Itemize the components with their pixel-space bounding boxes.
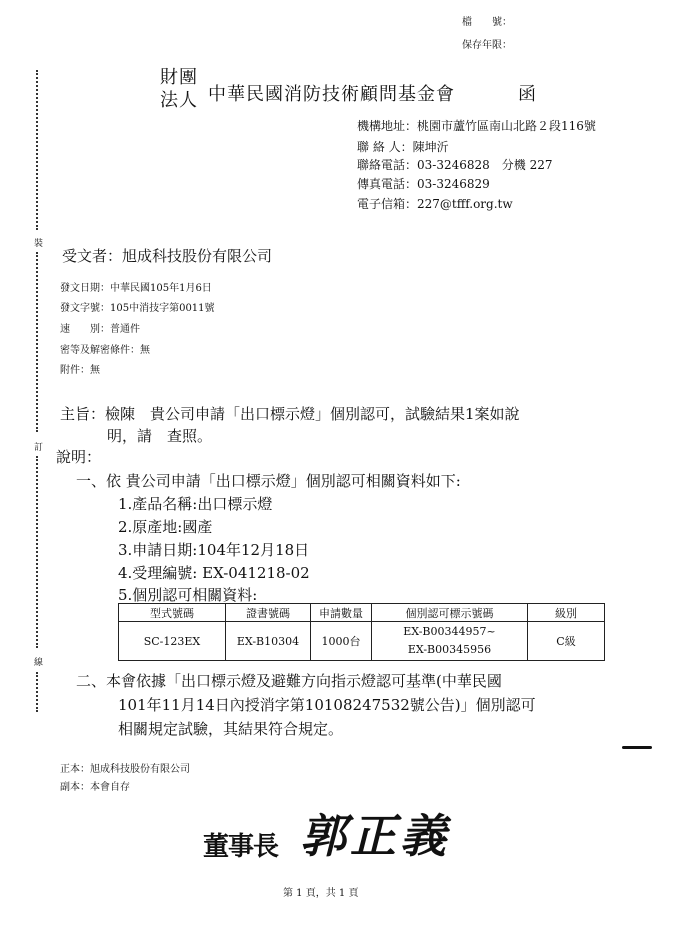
explanation-sub-4: 4.受理編號: EX-041218-02 — [118, 564, 310, 582]
doc-type: 函 — [518, 84, 537, 105]
binding-dotted-line-middle — [36, 252, 38, 432]
table-header-row — [119, 604, 605, 622]
subject-line1: 主旨：檢陳 貴公司申請「出口標示燈」個別認可，試驗結果1案如說 — [60, 405, 520, 423]
table-cell-grade: C級 — [528, 622, 605, 661]
binding-dotted-line-lower — [36, 456, 38, 648]
org-type-line1: 財團 — [160, 67, 198, 88]
binding-mark-top: 裝 — [34, 239, 44, 249]
table-cell-mark — [372, 622, 528, 661]
explanation-item-1: 一、依 貴公司申請「出口標示燈」個別認可相關資料如下: — [76, 472, 461, 490]
signature-title: 董事長 — [203, 832, 279, 862]
table-cell-mark-from: EX-B00344957~ — [403, 625, 496, 638]
speed: 速 別：普通件 — [60, 324, 140, 335]
table-header-cert: 證書號碼 — [226, 604, 311, 622]
binding-dotted-line-top — [36, 70, 38, 230]
table-cell-cert: EX-B10304 — [226, 622, 311, 661]
page-number: 第 1 頁，共 1 頁 — [283, 888, 359, 899]
contact-phone: 聯絡電話：03-3246828 分機 227 — [357, 158, 553, 172]
table-cell-qty: 1000台 — [311, 622, 372, 661]
explanation-item-2-line3: 相關規定試驗，其結果符合規定。 — [118, 720, 344, 738]
file-number-label: 檔 號： — [462, 17, 512, 28]
contact-person: 聯 絡 人：陳坤沂 — [357, 140, 449, 154]
attachment: 附件：無 — [60, 365, 100, 376]
table-header-grade: 級別 — [528, 604, 605, 622]
binding-dotted-line-bottom — [36, 672, 38, 712]
explanation-sub-1: 1.產品名稱:出口標示燈 — [118, 495, 273, 513]
explanation-item-2-line1: 二、本會依據「出口標示燈及避難方向指示燈認可基準(中華民國 — [76, 672, 502, 690]
issue-date: 發文日期：中華民國105年1月6日 — [60, 283, 212, 294]
security-level: 密等及解密條件：無 — [60, 345, 150, 356]
explanation-sub-3: 3.申請日期:104年12月18日 — [118, 541, 310, 559]
binding-mark-middle: 訂 — [34, 443, 44, 453]
copy-original: 正本：旭成科技股份有限公司 — [60, 764, 190, 775]
explanation-label: 說明： — [56, 448, 102, 466]
binding-mark-bottom: 線 — [34, 658, 44, 668]
table-header-qty: 申請數量 — [311, 604, 372, 622]
copy-duplicate: 副本：本會自存 — [60, 782, 130, 793]
issue-number: 發文字號：105中消技字第0011號 — [60, 303, 215, 314]
table-row — [119, 622, 605, 661]
table-cell-mark-to: EX-B00345956 — [407, 643, 492, 656]
stray-ink-mark — [622, 746, 652, 749]
org-type-line2: 法人 — [160, 90, 198, 111]
retention-label: 保存年限： — [462, 40, 512, 51]
contact-email: 電子信箱：227@tfff.org.tw — [357, 197, 513, 211]
org-type — [160, 66, 198, 112]
subject-line2: 明，請 查照。 — [107, 427, 213, 445]
recipient: 受文者：旭成科技股份有限公司 — [62, 247, 273, 265]
table-cell-model: SC-123EX — [119, 622, 226, 661]
table-header-model: 型式號碼 — [119, 604, 226, 622]
table-header-mark: 個別認可標示號碼 — [372, 604, 528, 622]
explanation-sub-5: 5.個別認可相關資料: — [118, 586, 258, 604]
explanation-item-2-line2: 101年11月14日內授消字第10108247532號公告)」個別認可 — [118, 696, 536, 714]
contact-address: 機構地址：桃園市蘆竹區南山北路２段116號 — [357, 119, 596, 133]
certification-table — [118, 603, 605, 661]
explanation-sub-2: 2.原產地:國產 — [118, 518, 213, 536]
signature-name: 郭正義 — [300, 809, 450, 863]
contact-fax: 傳真電話：03-3246829 — [357, 177, 490, 191]
org-name: 中華民國消防技術顧問基金會 — [208, 84, 455, 105]
